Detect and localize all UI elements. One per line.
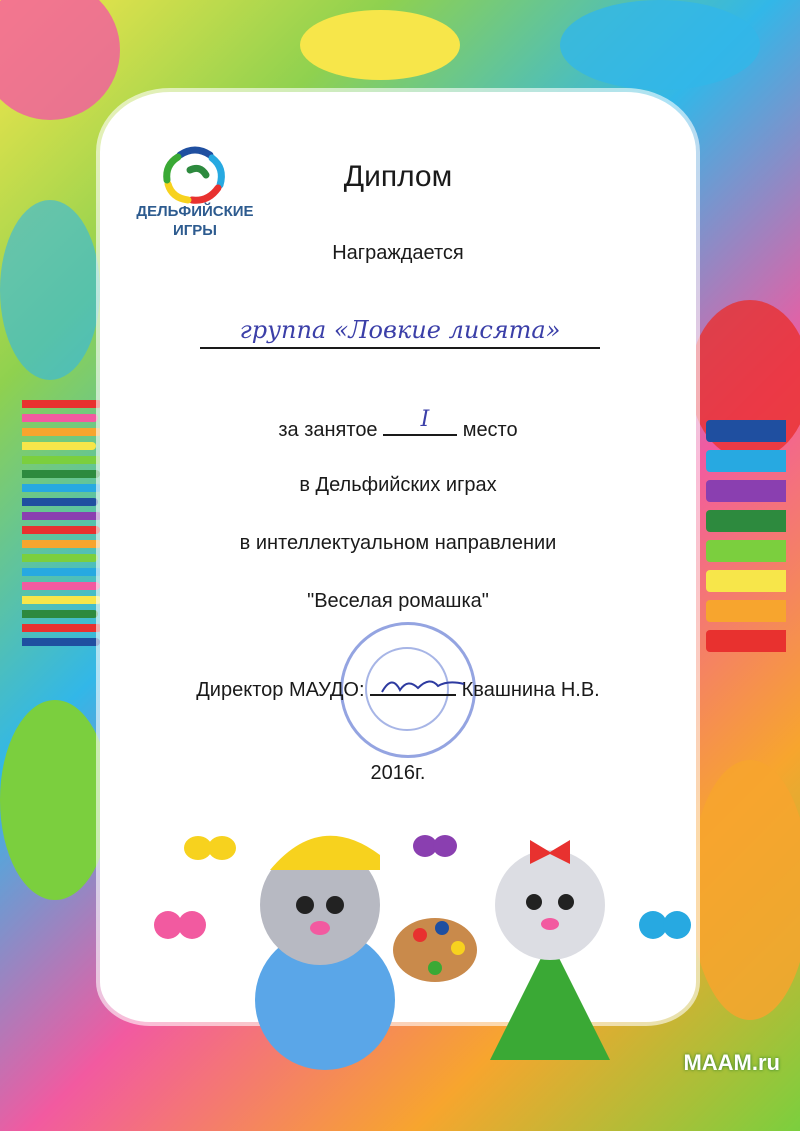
- direction-line: в интеллектуальном направлении: [239, 532, 557, 554]
- paint-tubes-image: [706, 420, 786, 670]
- maam-watermark: MAAM.ru: [683, 1050, 780, 1075]
- place-prefix: за занятое: [278, 419, 378, 441]
- place-suffix: место: [462, 419, 518, 441]
- colored-pencils-image: [22, 400, 102, 680]
- butterfly-icon: [635, 905, 695, 950]
- year-line: 2016г.: [370, 762, 426, 784]
- butterfly-icon: [150, 905, 210, 950]
- director-signature: [378, 672, 468, 698]
- butterfly-icon: [180, 830, 240, 870]
- logo-text: [128, 202, 262, 240]
- recipient-handwritten: группа «Ловкие лисята»: [239, 316, 561, 344]
- place-value-handwritten: I: [420, 407, 430, 432]
- nomination-line: "Веселая ромашка": [307, 590, 489, 612]
- recipient-underline: [200, 347, 600, 349]
- butterfly-icon: [410, 830, 460, 865]
- certificate-title: Диплом: [343, 160, 453, 193]
- awarded-label: Награждается: [332, 242, 464, 264]
- director-name: Квашнина Н.В.: [461, 679, 600, 701]
- logo-line2: ИГРЫ: [173, 222, 217, 239]
- director-label: Директор МАУДО:: [196, 679, 365, 701]
- event-line: в Дельфийских играх: [299, 474, 497, 496]
- logo-line1: ДЕЛЬФИЙСКИЕ: [136, 203, 254, 220]
